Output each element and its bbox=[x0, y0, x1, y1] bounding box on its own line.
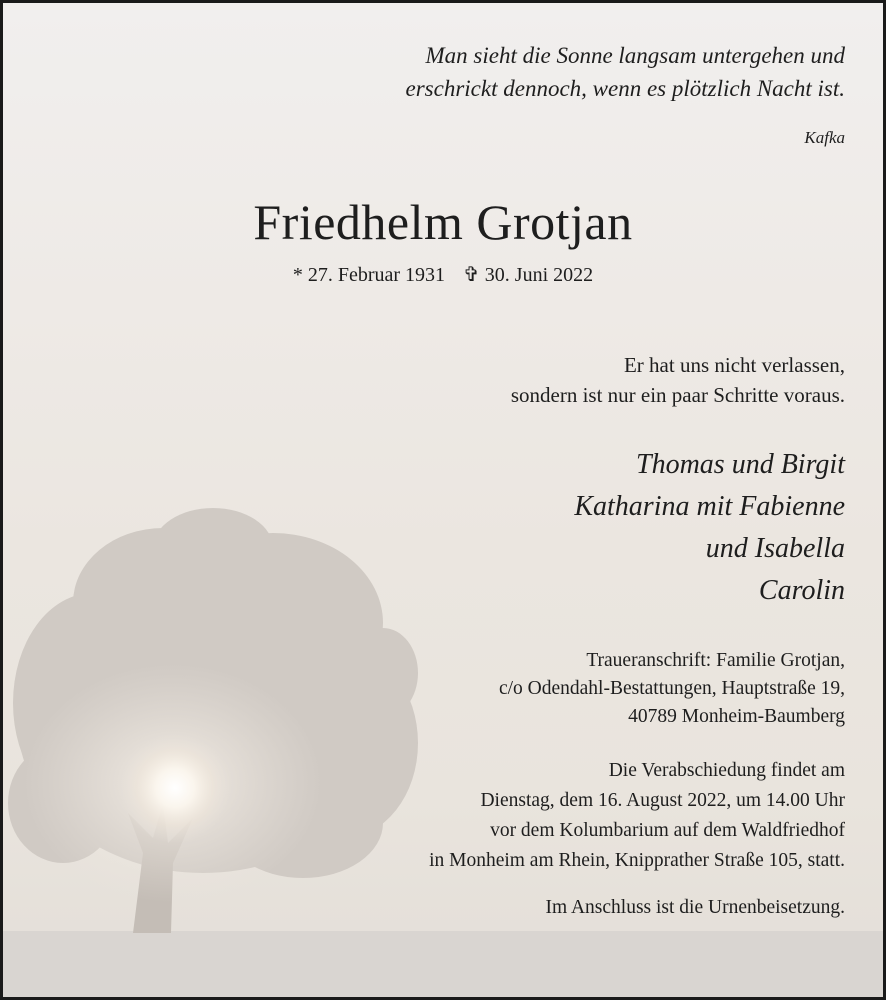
mourners-list bbox=[285, 444, 845, 612]
service-line-3: vor dem Kolumbarium auf dem Waldfriedhof bbox=[490, 820, 845, 841]
quote-author: Kafka bbox=[804, 128, 845, 147]
address-line-2: c/o Odendahl-Bestattungen, Hauptstraße 19, bbox=[498, 678, 845, 699]
service-details bbox=[285, 756, 845, 876]
sun-glow bbox=[120, 733, 230, 843]
address-line-3: 40789 Monheim-Baumberg bbox=[628, 706, 845, 727]
service-line-2: Dienstag, dem 16. August 2022, um 14.00 Uhr bbox=[480, 790, 845, 811]
address-line-1: Traueranschrift: Familie Grotjan, bbox=[586, 650, 845, 671]
mourner-1: Thomas und Birgit bbox=[636, 449, 845, 480]
mourner-2: Katharina mit Fabienne bbox=[574, 491, 845, 522]
verse-line-2: sondern ist nur ein paar Schritte voraus. bbox=[510, 383, 845, 407]
deceased-name: Friedhelm Grotjan bbox=[253, 194, 633, 250]
birth-date: * 27. Februar 1931 bbox=[292, 264, 446, 286]
memorial-verse bbox=[285, 350, 845, 410]
ground bbox=[3, 931, 883, 997]
quote-line-1: Man sieht die Sonne langsam untergehen und bbox=[425, 43, 845, 68]
service-line-1: Die Verabschiedung findet am bbox=[608, 760, 845, 781]
kafka-quote bbox=[285, 39, 845, 105]
life-dates bbox=[3, 262, 883, 287]
mourner-4: Carolin bbox=[758, 575, 845, 606]
urn-burial-notice: Im Anschluss ist die Urnenbeisetzung. bbox=[545, 897, 845, 918]
quote-line-2: erschrickt dennoch, wenn es plötzlich Nacht ist. bbox=[405, 76, 845, 101]
service-line-4: in Monheim am Rhein, Knipprather Straße 105, statt. bbox=[429, 850, 845, 871]
mourner-3: und Isabella bbox=[705, 533, 845, 564]
death-date: ✞ 30. Juni 2022 bbox=[463, 264, 594, 286]
mourning-address bbox=[285, 647, 845, 731]
verse-line-1: Er hat uns nicht verlassen, bbox=[623, 353, 845, 377]
